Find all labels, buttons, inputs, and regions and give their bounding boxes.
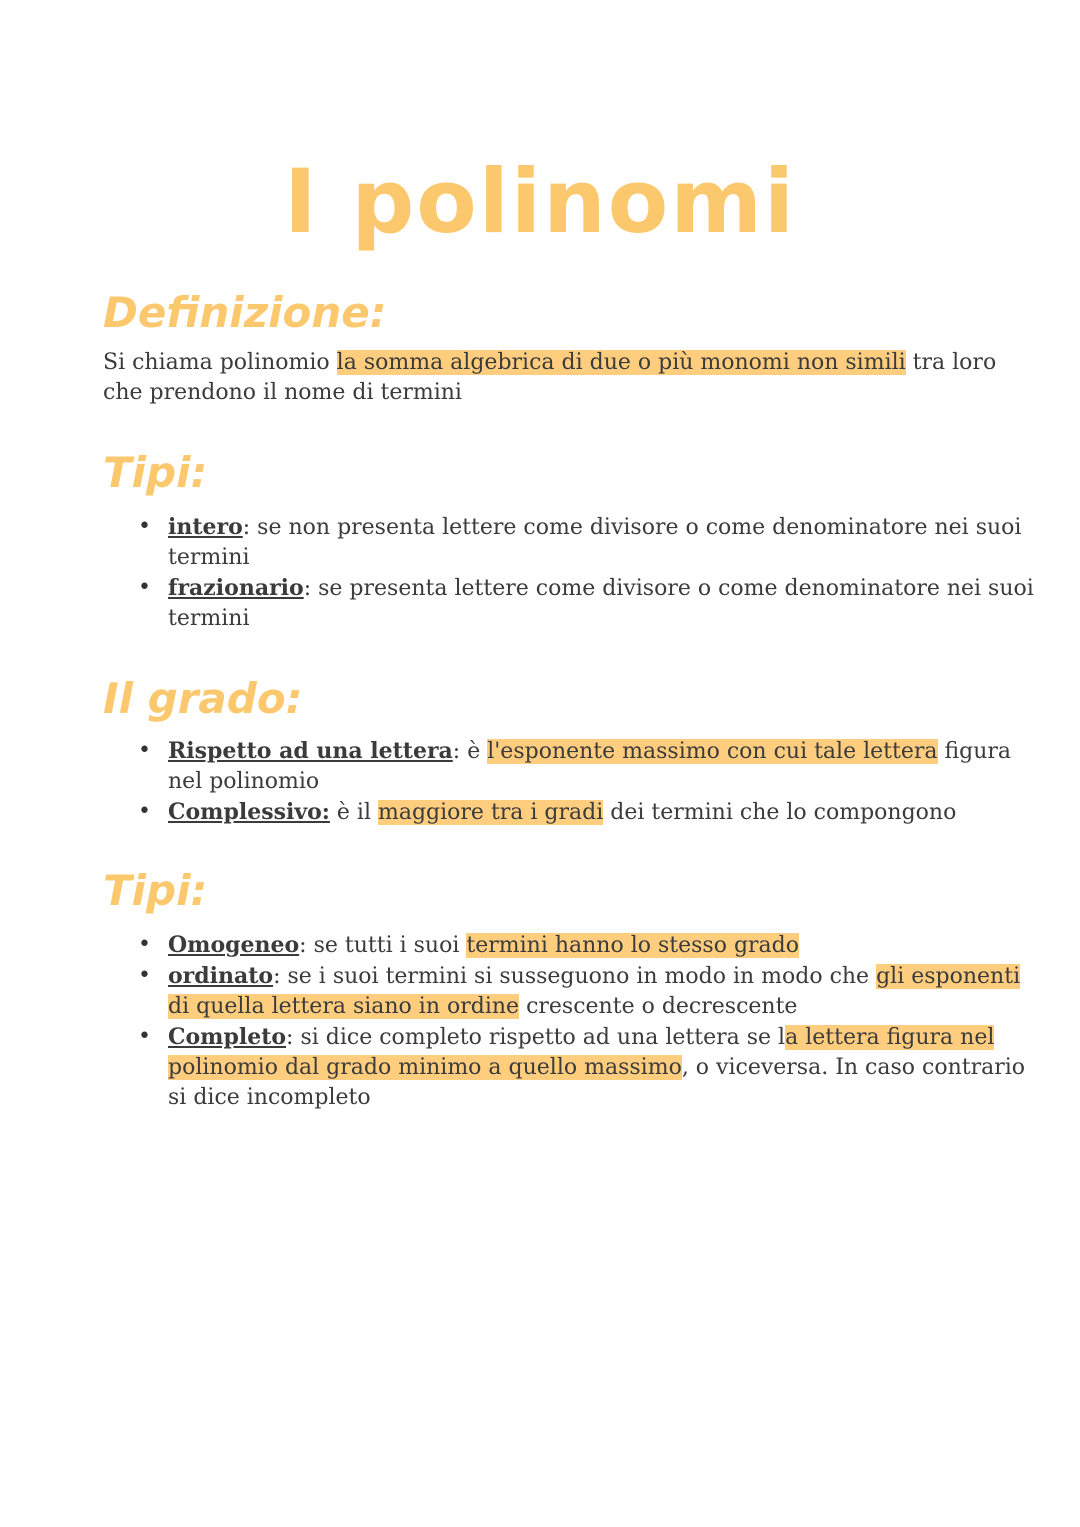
definition-highlight: la somma algebrica di due o più monomi non simili [336,350,906,375]
list-item [168,1022,1048,1113]
term-label: Complessivo: [168,799,330,825]
item-highlight: maggiore tra i gradi [377,800,604,825]
item-text-after: crescente o decrescente [519,994,798,1019]
heading-definizione: Definizione: [103,288,387,337]
item-highlight: a lettera figura nel polinomio dal grado minimo a quello massimo [168,1025,995,1080]
item-text: : se non presenta lettere come divisore o come denominatore nei suoi termini [168,515,1022,570]
item-text-before: : si dice completo rispetto ad una lettera se l [286,1025,786,1050]
item-highlight: termini hanno lo stesso grado [466,933,799,958]
list-item [168,736,1048,797]
page-title: I polinomi [283,150,797,253]
item-text: : se presenta lettere come divisore o come denominatore nei suoi termini [168,576,1034,631]
item-highlight: l'esponente massimo con cui tale lettera [487,739,938,764]
list-item [168,961,1048,1022]
item-text-before: è il [329,800,378,825]
term-label: Omogeneo [168,932,300,958]
heading-grado: Il grado: [103,674,303,723]
list-item [168,512,1048,573]
item-text-before: : è [452,739,488,764]
definition-paragraph [103,348,1003,408]
definition-text-before: Si chiama polinomio [103,350,337,375]
list-item [168,797,1048,828]
item-text-before: : se i suoi termini si susseguono in modo in modo che [273,964,877,989]
definition-text-after: tra loro che prendono il nome di termini [103,350,997,405]
term-label: Completo [168,1024,287,1050]
list-item [168,573,1048,634]
tipi-2-list [103,930,1048,1113]
item-text-after: figura nel polinomio [168,739,1012,794]
item-text-after: dei termini che lo compongono [603,800,957,825]
list-item [168,930,1048,961]
item-text-after: , o viceversa. In caso contrario si dice incompleto [168,1055,1026,1110]
heading-tipi-2: Tipi: [103,866,208,915]
item-highlight: gli esponenti di quella lettera siano in ordine [168,964,1021,1019]
term-label: intero [168,514,243,540]
term-label: Rispetto ad una lettera [168,738,453,764]
term-label: frazionario [168,575,304,601]
tipi-1-list [103,512,1048,634]
term-label: ordinato [168,963,274,989]
item-text-before: : se tutti i suoi [299,933,467,958]
grado-list [103,736,1048,828]
heading-tipi-1: Tipi: [103,448,208,497]
